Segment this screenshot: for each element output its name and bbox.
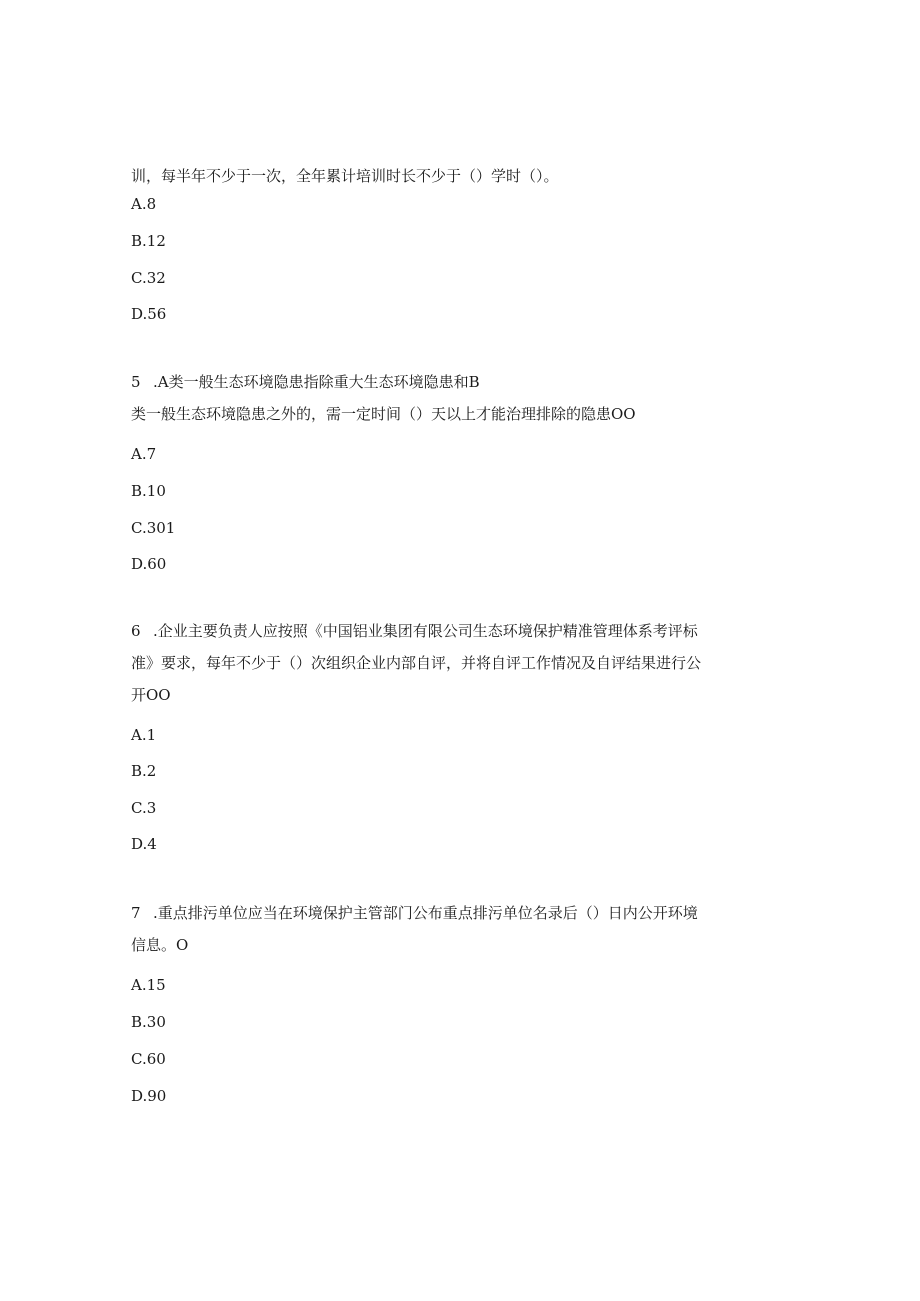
question-6-text-1: .企业主要负责人应按照《中国铝业集团有限公司生态环境保护精准管理体系考评标 bbox=[153, 622, 698, 640]
question-7-line-1 bbox=[131, 903, 698, 923]
question-4-text: 训，每半年不少于一次，全年累计培训时长不少于（）学时（）。 bbox=[131, 167, 559, 185]
q6-option-d: D.4 bbox=[131, 835, 157, 853]
q5-option-d: D.60 bbox=[131, 555, 167, 573]
question-6-number: 6 bbox=[131, 622, 141, 640]
q5-option-c: C.301 bbox=[131, 519, 176, 537]
q6-option-b: B.2 bbox=[131, 762, 157, 780]
q7-option-d: D.90 bbox=[131, 1087, 167, 1105]
q5-option-a: A.7 bbox=[131, 445, 157, 463]
q5-option-b: B.10 bbox=[131, 482, 166, 500]
question-5-number: 5 bbox=[131, 373, 141, 391]
q6-option-c: C.3 bbox=[131, 799, 157, 817]
question-5-text-1: .A类一般生态环境隐患指除重大生态环境隐患和B bbox=[153, 373, 480, 391]
question-6-line-2: 准》要求，每年不少于（）次组织企业内部自评，并将自评工作情况及自评结果进行公 bbox=[131, 654, 702, 672]
question-7-number: 7 bbox=[131, 904, 141, 922]
q4-option-b: B.12 bbox=[131, 232, 166, 250]
q4-option-d: D.56 bbox=[131, 305, 167, 323]
q7-option-a: A.15 bbox=[131, 976, 166, 994]
question-5-line-1 bbox=[131, 372, 480, 392]
q7-option-c: C.60 bbox=[131, 1050, 166, 1068]
q6-option-a: A.1 bbox=[131, 726, 157, 744]
question-6-line-1 bbox=[131, 621, 698, 641]
q4-option-c: C.32 bbox=[131, 269, 166, 287]
question-7-line-2: 信息。O bbox=[131, 936, 189, 954]
q7-option-b: B.30 bbox=[131, 1013, 166, 1031]
question-7-text-1: .重点排污单位应当在环境保护主管部门公布重点排污单位名录后（）日内公开环境 bbox=[153, 904, 698, 922]
q4-option-a: A.8 bbox=[131, 195, 157, 213]
question-6-line-3: 开OO bbox=[131, 686, 171, 704]
question-5-line-2: 类一般生态环境隐患之外的，需一定时间（）天以上才能治理排除的隐患OO bbox=[131, 405, 636, 423]
